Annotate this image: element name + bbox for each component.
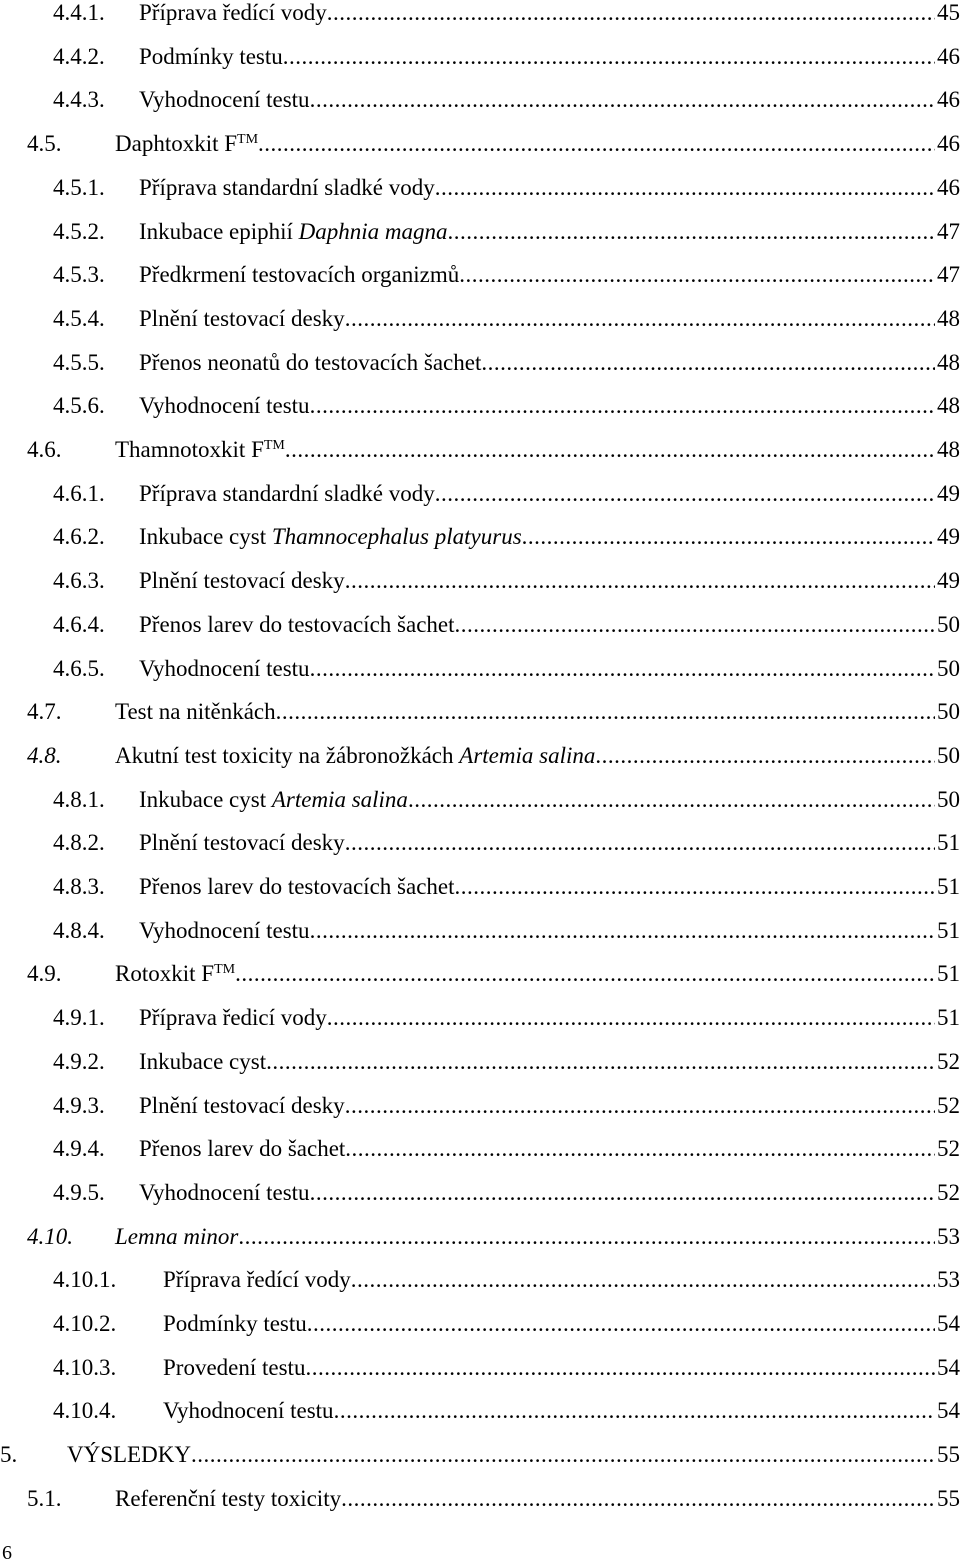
dot-leader (455, 872, 936, 902)
toc-entry-title (139, 1134, 345, 1164)
toc-entry-title-italic: Artemia salina (459, 742, 596, 768)
toc-entry-title (139, 566, 345, 596)
dot-leader (345, 304, 935, 334)
toc-entry[interactable] (53, 1047, 960, 1077)
dot-leader (310, 1178, 935, 1208)
toc-entry-page: 49 (937, 524, 960, 550)
toc-entry-title (115, 959, 235, 989)
toc-entry-title-text: Test na nitěnkách (115, 699, 276, 725)
toc-entry[interactable] (27, 435, 960, 465)
toc-entry-page: 50 (937, 611, 960, 637)
trademark-superscript: TM (214, 962, 236, 978)
toc-entry-title-text: Inkubace cyst (139, 524, 272, 550)
toc-entry-title-text: VÝSLEDKY (67, 1442, 191, 1468)
toc-entry-number: 4.10.4. (53, 1398, 117, 1424)
toc-entry[interactable] (53, 1353, 960, 1383)
toc-entry[interactable] (53, 42, 960, 72)
dot-leader (276, 697, 935, 727)
toc-entry-number: 4.8. (27, 742, 62, 768)
toc-entry[interactable] (53, 1396, 960, 1426)
toc-entry-title-text: Inkubace cyst (139, 786, 272, 812)
toc-entry-number: 4.10.1. (53, 1267, 117, 1293)
toc-entry-number: 4.9.1. (53, 1005, 105, 1031)
toc-entry-number: 4.9. (27, 961, 62, 987)
dot-leader (595, 741, 935, 771)
toc-entry-page: 52 (937, 1092, 960, 1118)
page-number: 6 (2, 1542, 12, 1564)
toc-entry-number: 4.8.1. (53, 786, 105, 812)
dot-leader (307, 1309, 935, 1339)
toc-entry-title-text: Rotoxkit F (115, 961, 215, 987)
toc-entry-page: 53 (937, 1267, 960, 1293)
toc-entry-page: 49 (937, 568, 960, 594)
toc-entry-page: 46 (937, 131, 960, 157)
toc-entry-number: 4.4.2. (53, 43, 105, 69)
toc-entry[interactable] (0, 1440, 960, 1470)
dot-leader (266, 1047, 935, 1077)
dot-leader (351, 1265, 935, 1295)
toc-entry-number: 4.6.4. (53, 611, 105, 637)
toc-entry-title (139, 1178, 310, 1208)
dot-leader (285, 435, 935, 465)
dot-leader (334, 1396, 935, 1426)
toc-entry-title-text: Vyhodnocení testu (139, 393, 310, 419)
toc-entry-number: 4.5.3. (53, 262, 105, 288)
toc-entry-page: 47 (937, 218, 960, 244)
toc-entry-page: 48 (937, 437, 960, 462)
toc-entry-title (115, 129, 258, 159)
dot-leader (408, 785, 935, 815)
toc-entry-title-text: Podmínky testu (163, 1311, 307, 1336)
toc-entry-title-text: Vyhodnocení testu (139, 917, 310, 943)
toc-entry-number: 4.4.3. (53, 87, 105, 113)
dot-leader (345, 1091, 935, 1121)
toc-entry-title-text: Thamnotoxkit F (115, 437, 264, 462)
toc-entry[interactable] (53, 828, 960, 858)
toc-entry-title-text: Přenos neonatů do testovacích šachet (139, 349, 482, 375)
dot-leader (327, 0, 935, 28)
toc-entry-page: 50 (937, 655, 960, 681)
toc-entry[interactable] (27, 741, 960, 771)
toc-entry-number: 4.5.2. (53, 218, 105, 244)
toc-entry-page: 50 (937, 699, 960, 725)
toc-entry-title-text: Inkubace epiphií (139, 218, 299, 244)
toc-entry-title-italic: Daphnia magna (298, 218, 448, 244)
toc-entry[interactable] (27, 697, 960, 727)
toc-entry-title-text: Vyhodnocení testu (139, 1179, 310, 1205)
toc-entry[interactable] (53, 522, 960, 552)
toc-entry-title (139, 173, 435, 203)
dot-leader (310, 85, 935, 115)
toc-entry-number: 4.6. (27, 437, 62, 462)
toc-entry-number: 4.6.2. (53, 524, 105, 550)
toc-entry-title (139, 479, 435, 509)
toc-entry[interactable] (53, 1265, 960, 1295)
toc-entry-number: 4.5.5. (53, 349, 105, 375)
toc-entry-title (139, 785, 408, 815)
toc-entry-title-text: Referenční testy toxicity (115, 1485, 342, 1511)
toc-entry[interactable] (53, 785, 960, 815)
toc-entry-page: 51 (937, 1005, 960, 1031)
toc-entry-page: 51 (937, 874, 960, 899)
dot-leader (305, 1353, 935, 1383)
trademark-superscript: TM (263, 438, 285, 453)
toc-entry[interactable] (53, 1309, 960, 1339)
toc-entry-page: 48 (937, 393, 960, 419)
toc-entry-page: 52 (937, 1048, 960, 1074)
toc-entry-page: 47 (937, 262, 960, 288)
toc-entry[interactable] (53, 85, 960, 115)
toc-entry-page: 46 (937, 43, 960, 69)
toc-entry-title-text: Příprava standardní sladké vody (139, 174, 435, 200)
toc-entry-title-text: Vyhodnocení testu (163, 1398, 334, 1424)
toc-entry-title (139, 348, 481, 378)
toc-entry-number: 4.7. (27, 699, 62, 725)
toc-entry-page: 46 (937, 87, 960, 113)
dot-leader (522, 522, 935, 552)
toc-entry[interactable] (53, 304, 960, 334)
dot-leader (435, 479, 935, 509)
toc-entry-title-text: Plnění testovací desky (139, 830, 345, 856)
toc-entry[interactable] (53, 1003, 960, 1033)
toc-entry-title-text: Příprava standardní sladké vody (139, 480, 435, 506)
toc-entry[interactable] (53, 1178, 960, 1208)
dot-leader (459, 260, 935, 290)
toc-entry[interactable] (53, 479, 960, 509)
toc-entry[interactable] (53, 916, 960, 946)
toc-entry-title-text: Inkubace cyst (139, 1048, 267, 1074)
dot-leader (345, 828, 935, 858)
toc-entry-title (139, 42, 283, 72)
toc-entry-title-text: Plnění testovací desky (139, 1092, 345, 1118)
dot-leader (345, 566, 935, 596)
toc-entry-page: 51 (937, 917, 960, 943)
toc-entry[interactable] (27, 959, 960, 989)
toc-entry-page: 54 (937, 1354, 960, 1380)
toc-entry-title (67, 1440, 191, 1470)
toc-entry-title (115, 1484, 341, 1514)
toc-entry[interactable] (27, 1484, 960, 1514)
dot-leader (283, 42, 935, 72)
toc-entry-title (139, 654, 310, 684)
toc-entry-title-italic: Thamnocephalus platyurus (271, 524, 522, 550)
toc-entry[interactable] (27, 1222, 960, 1252)
toc-entry-page: 51 (937, 830, 960, 856)
toc-entry-title (115, 1222, 238, 1252)
toc-entry-page: 50 (937, 786, 960, 812)
toc-entry-title (139, 872, 455, 902)
toc-entry[interactable] (53, 0, 960, 28)
toc-entry-title (139, 391, 310, 421)
toc-entry-number: 4.6.5. (53, 655, 105, 681)
toc-entry-number: 4.5.1. (53, 174, 105, 200)
toc-entry-title (139, 217, 448, 247)
toc-entry-title-text: Plnění testovací desky (139, 568, 345, 594)
dot-leader (310, 916, 935, 946)
toc-entry-title (139, 85, 310, 115)
toc-entry-page: 52 (937, 1136, 960, 1162)
toc-entry[interactable] (53, 654, 960, 684)
toc-entry-number: 5.1. (27, 1485, 62, 1511)
toc-entry-page: 55 (937, 1442, 960, 1468)
toc-entry-title-text: Příprava ředící vody (139, 0, 327, 25)
toc-entry-number: 4.9.5. (53, 1179, 105, 1205)
toc-entry-title (139, 1047, 266, 1077)
toc-entry-title-text: Daphtoxkit F (115, 131, 238, 157)
toc-entry-title-text: Provedení testu (163, 1354, 306, 1380)
toc-entry-title-text: Přenos larev do testovacích šachet (139, 874, 455, 899)
toc-entry-title (163, 1265, 351, 1295)
toc-entry-title (139, 610, 455, 640)
toc-entry-number: 4.5. (27, 131, 62, 157)
toc-entry[interactable] (53, 566, 960, 596)
toc-entry[interactable] (53, 260, 960, 290)
dot-leader (345, 1134, 935, 1164)
toc-entry-page: 49 (937, 480, 960, 506)
dot-leader (455, 610, 936, 640)
toc-entry-number: 4.5.4. (53, 305, 105, 331)
toc-entry[interactable] (53, 610, 960, 640)
toc-entry-title-text: Předkrmení testovacích organizmů (139, 262, 460, 288)
toc-entry-title (139, 828, 345, 858)
toc-entry-page: 48 (937, 305, 960, 331)
toc-entry-title-text: Přenos larev do testovacích šachet (139, 611, 455, 637)
toc-entry-page: 48 (937, 349, 960, 375)
toc-entry-number: 4.6.3. (53, 568, 105, 594)
toc-entry-number: 4.4.1. (53, 0, 105, 25)
toc-entry-title (139, 916, 310, 946)
toc-entry[interactable] (53, 1091, 960, 1121)
dot-leader (310, 391, 935, 421)
toc-entry-number: 4.10. (27, 1223, 73, 1249)
dot-leader (435, 173, 935, 203)
dot-leader (258, 129, 935, 159)
toc-entry-number: 4.9.4. (53, 1136, 105, 1162)
toc-entry-title-text: Vyhodnocení testu (139, 655, 310, 681)
toc-entry-number: 5. (0, 1442, 18, 1468)
toc-entry[interactable] (53, 872, 960, 902)
toc-entry-title-text: Příprava ředící vody (163, 1267, 351, 1293)
toc-entry-title-text: Přenos larev do šachet (139, 1136, 346, 1162)
toc-entry-title (139, 1091, 345, 1121)
dot-leader (481, 348, 935, 378)
toc-entry-number: 4.6.1. (53, 480, 105, 506)
toc-entry-number: 4.8.2. (53, 830, 105, 856)
toc-entry-number: 4.9.3. (53, 1092, 105, 1118)
toc-entry-page: 51 (937, 961, 960, 987)
dot-leader (341, 1484, 935, 1514)
dot-leader (310, 654, 935, 684)
dot-leader (238, 1222, 935, 1252)
toc-entry-page: 46 (937, 174, 960, 200)
toc-entry[interactable] (53, 173, 960, 203)
dot-leader (191, 1440, 935, 1470)
toc-entry-title (115, 741, 595, 771)
toc-entry-number: 4.10.3. (53, 1354, 117, 1380)
toc-entry-page: 53 (937, 1223, 960, 1249)
toc-entry-title (139, 304, 345, 334)
toc-entry-page: 50 (937, 742, 960, 768)
toc-entry-title-text: Vyhodnocení testu (139, 87, 310, 113)
trademark-superscript: TM (237, 132, 259, 148)
toc-entry-page: 45 (937, 0, 960, 25)
toc-entry-page: 55 (937, 1485, 960, 1511)
toc-entry-title-italic: Artemia salina (271, 786, 408, 812)
toc-entry-title (139, 260, 459, 290)
toc-entry[interactable] (53, 391, 960, 421)
toc-entry[interactable] (27, 129, 960, 159)
toc-entry-title (163, 1396, 334, 1426)
toc-entry-page: 52 (937, 1179, 960, 1205)
toc-entry-title (115, 435, 285, 465)
toc-entry-number: 4.8.3. (53, 874, 105, 899)
dot-leader (235, 959, 935, 989)
toc-entry-number: 4.10.2. (53, 1311, 117, 1336)
toc-entry-number: 4.8.4. (53, 917, 105, 943)
toc-entry[interactable] (53, 217, 960, 247)
toc-entry-title-text: Akutní test toxicity na žábronožkách (115, 742, 460, 768)
dot-leader (448, 217, 935, 247)
dot-leader (327, 1003, 935, 1033)
toc-entry-number: 4.9.2. (53, 1048, 105, 1074)
toc-entry-title (163, 1353, 305, 1383)
toc-entry-title (139, 522, 522, 552)
toc-entry-title-text: Podmínky testu (139, 43, 283, 69)
toc-entry-title (139, 0, 327, 28)
toc-entry[interactable] (53, 1134, 960, 1164)
toc-entry-title-text: Plnění testovací desky (139, 305, 345, 331)
toc-entry-title-italic: Lemna minor (115, 1223, 239, 1249)
toc-entry-title (115, 697, 276, 727)
toc-entry-title-text: Příprava ředicí vody (139, 1005, 327, 1031)
toc-entry-title (163, 1309, 307, 1339)
toc-entry-page: 54 (937, 1311, 960, 1336)
toc-entry-title (139, 1003, 327, 1033)
toc-entry-page: 54 (937, 1398, 960, 1424)
toc-entry[interactable] (53, 348, 960, 378)
toc-entry-number: 4.5.6. (53, 393, 105, 419)
